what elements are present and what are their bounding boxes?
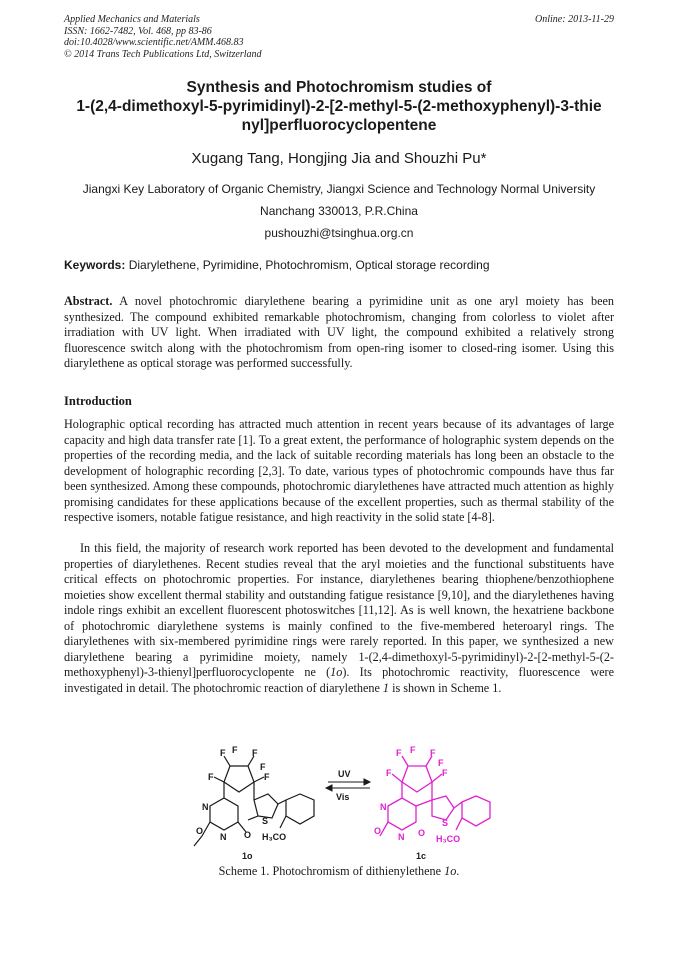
fluorine-atom: F: [232, 745, 238, 755]
nitrogen-atom: N: [380, 802, 387, 812]
intro-paragraph-1: Holographic optical recording has attracted much attention in recent years because of its advantages of large capacity and high data transfer rate [1]. To a great extent, the performance of holographic system depends on the properties of the recording media, and the lack of suitable recording materials has long been an obstacle to the development of holographic recording [2,3]. To date, various types of photochromic compounds have thus far been synthesized. Among these compounds, photochromic diarylethenes have attracted much attention as highly promising candidates for these applications because of the excellent properties, such as thermal stability of the respective isomers, notable fatigue resistance, and high reactivity in the solid state [4-8].: [64, 417, 614, 524]
pyrimidine-ring-closed: [388, 798, 416, 830]
fluorine-atom: F: [264, 772, 270, 782]
nitrogen-atom: N: [398, 832, 405, 842]
section-heading-introduction: Introduction: [64, 394, 132, 408]
intro-paragraph-2: [64, 541, 614, 696]
intro-p2-compound-1: 1: [382, 680, 390, 695]
fluorine-atom: F: [438, 758, 444, 768]
reverse-arrowhead: [326, 785, 332, 791]
sulfur-atom: S: [442, 818, 449, 828]
scheme-caption: [0, 864, 678, 879]
intro-p2-compound-1o: 1o: [330, 665, 343, 679]
fluorine-atom: F: [208, 772, 214, 782]
caption-compound: 1o: [444, 864, 457, 878]
author-email[interactable]: pushouzhi@tsinghua.org.cn: [264, 226, 414, 240]
oxygen-atom: O: [244, 830, 252, 840]
fluorine-atom: F: [410, 745, 416, 755]
fluorine-atom: F: [252, 748, 258, 758]
fluorine-atom: F: [260, 762, 266, 772]
title-line-3: nyl]perfluorocyclopentene: [241, 117, 437, 134]
methoxy-group: H₃CO: [436, 834, 461, 844]
thiophene-ring-open: [254, 794, 278, 818]
compound-label-closed: 1c: [416, 851, 427, 861]
affiliation-line-2: Nanchang 330013, P.R.China: [260, 204, 418, 218]
phenyl-ring-open: [286, 794, 314, 824]
oxygen-atom: O: [418, 828, 426, 838]
closed-ring-atoms: [374, 745, 460, 844]
cyclopentene-ring-open: [224, 766, 254, 792]
compound-label-open: 1o: [242, 851, 253, 861]
methoxy-group: H₃CO: [262, 832, 287, 842]
abstract: [64, 294, 614, 372]
journal-name: Applied Mechanics and Materials: [64, 14, 200, 25]
open-ring-atoms: [196, 745, 286, 861]
abstract-text: A novel photochromic diarylethene bearing a pyrimidine unit as one aryl moiety has been synthesized. The compound exhibited remarkable photochromism, changing from colorless to violet after irradiation with UV light. When irradiated with UV light, the compound exhibited a relatively strong fluorescence switch along with the photochromism from open-ring isomer to closed-ring isomer. Using this diarylethene as optical storage was performed successfully.: [64, 294, 614, 370]
abstract-label: Abstract.: [64, 294, 113, 308]
keywords: [64, 258, 624, 272]
vis-label: Vis: [336, 792, 350, 802]
phenyl-ring-closed: [462, 796, 490, 826]
fluorine-atom: F: [442, 768, 448, 778]
affiliation-line-1: Jiangxi Key Laboratory of Organic Chemistry, Jiangxi Science and Technology Normal University: [82, 182, 596, 196]
caption-suffix: .: [456, 864, 460, 878]
oxygen-atom: O: [374, 826, 382, 836]
closed-ring-isomer: [380, 756, 490, 836]
intro-p2-text-b: ). Its photochromic reactivity, fluorescence were investigated in detail. The photochromic reaction of diarylethene: [64, 665, 614, 695]
thiophene-ring-closed: [432, 796, 454, 820]
uv-label: UV: [338, 769, 351, 779]
paper-title: [40, 78, 638, 135]
header-citation: [64, 14, 262, 60]
online-date: Online: 2013-11-29: [535, 14, 614, 25]
nitrogen-atom: N: [202, 802, 209, 812]
doi: doi:10.4028/www.scientific.net/AMM.468.83: [64, 37, 244, 48]
sulfur-atom: S: [262, 816, 269, 826]
authors: Xugang Tang, Hongjing Jia and Shouzhi Pu*: [191, 150, 487, 167]
forward-arrowhead: [364, 779, 370, 785]
intro-p2-text-c: is shown in Scheme 1.: [389, 680, 502, 695]
fluorine-atom: F: [386, 768, 392, 778]
keywords-text: Diarylethene, Pyrimidine, Photochromism, Optical storage recording: [128, 258, 490, 272]
fluorine-atom: F: [220, 748, 226, 758]
cyclopentene-ring-closed: [402, 766, 432, 792]
open-ring-isomer: [194, 756, 314, 846]
pyrimidine-ring-open: [210, 798, 238, 830]
nitrogen-atom: N: [220, 832, 227, 842]
scheme-1-figure: [180, 744, 500, 864]
reaction-arrows: [326, 779, 370, 791]
title-line-1: Synthesis and Photochromism studies of: [186, 79, 492, 96]
keywords-label: Keywords:: [64, 258, 126, 272]
title-line-2: 1-(2,4-dimethoxyl-5-pyrimidinyl)-2-[2-methyl-5-(2-methoxyphenyl)-3-thie: [76, 98, 602, 115]
fluorine-atom: F: [430, 748, 436, 758]
copyright: © 2014 Trans Tech Publications Ltd, Switzerland: [64, 48, 262, 60]
intro-p2-text-a: In this field, the majority of research work reported has been devoted to the development and fundamental properties of diarylethenes. Recent studies reveal that the aryl moieties and the functional substituents have critical effects on photochromic properties. For instance, diarylethenes bearing thiophene/benzothiophene moieties show excellent thermal stability and outstanding fatigue resistance [9,10], and the diarylethenes having indole rings exhibit an excellent fluorescent photoswitches [11,12]. As is well known, the hexatriene backbone of photochromic diarylethene systems is mainly confined to the five-membered heteroaryl rings. The diarylethenes with six-membered pyrimidine rings were rarely reported. In this paper, we synthesized a new diarylethene bearing a pyrimidine moiety, namely 1-(2,4-dimethoxyl-5-pyrimidinyl)-2-[2-methyl-5-(2-methoxyphenyl)-3-thienyl]perfluorocyclopente ne (: [64, 541, 614, 679]
fluorine-atom: F: [396, 748, 402, 758]
issn: ISSN: 1662-7482, Vol. 468, pp 83-86: [64, 25, 212, 37]
caption-prefix: Scheme 1. Photochromism of dithienylethene: [218, 864, 445, 878]
oxygen-atom: O: [196, 826, 204, 836]
